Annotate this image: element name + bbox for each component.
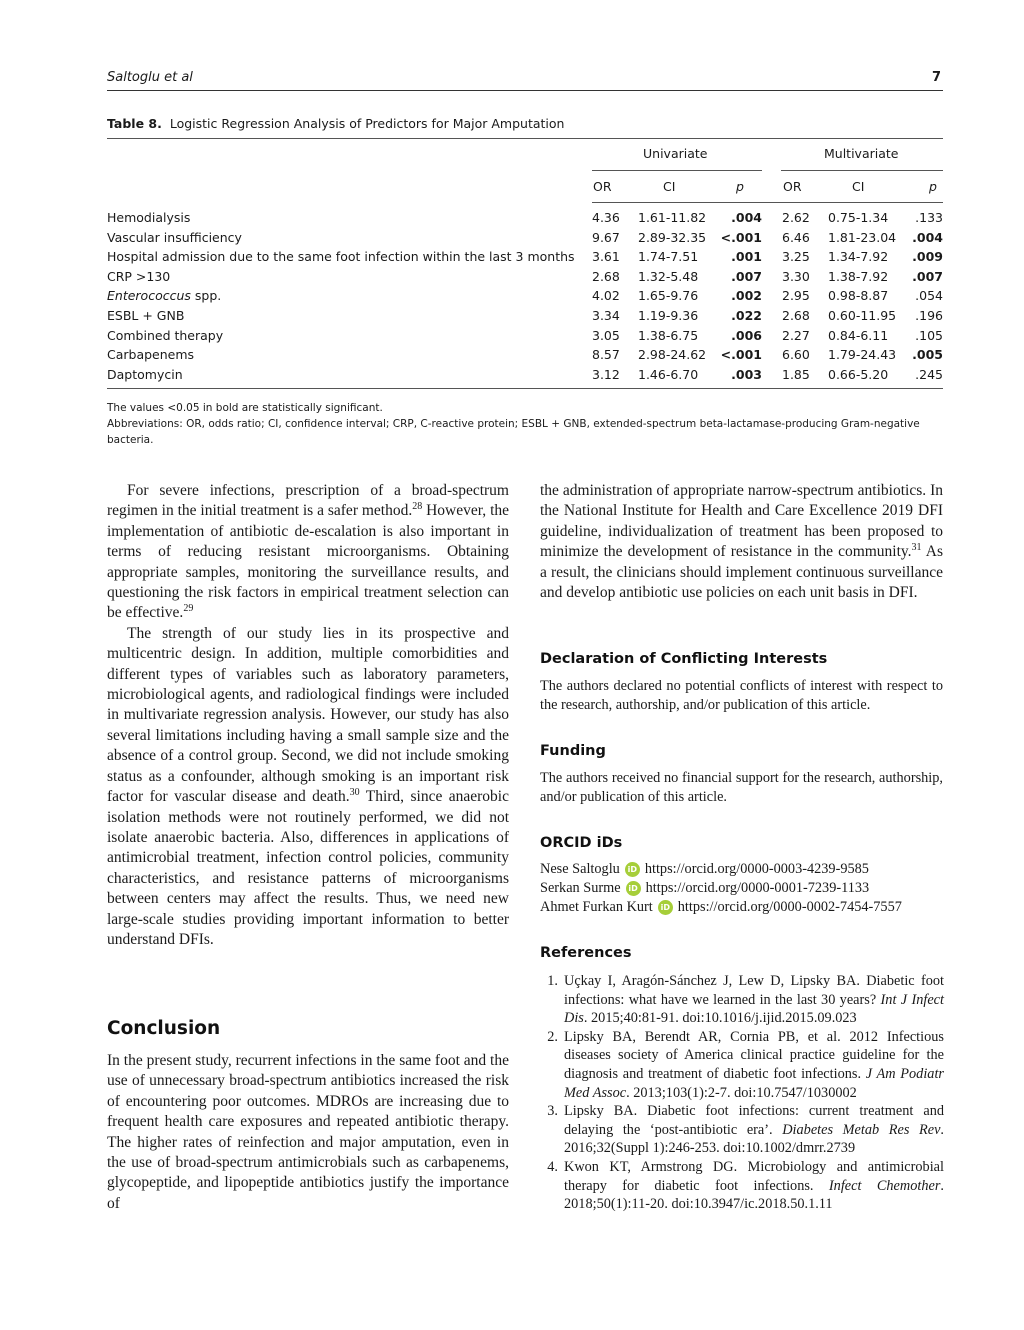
row-label: CRP >130 <box>107 268 171 284</box>
reference-item: 4. Kwon KT, Armstrong DG. Microbiology and antimicrobial therapy for diabetic foot infections. Infect Chemother. 2018;50(1):11-20. doi:10.3947/ic.2018.50.1.11 <box>540 1158 944 1214</box>
cell-significant: .002 <box>731 288 762 304</box>
row-label-rest: spp. <box>190 288 222 304</box>
row-label: Combined therapy <box>107 327 224 343</box>
citation: 30 <box>349 786 360 798</box>
col-u-ci <box>638 208 706 384</box>
cell-significant: .005 <box>912 347 943 363</box>
cell: 3.61 <box>592 249 620 265</box>
cell: 6.60 <box>782 347 810 363</box>
col-header-m-or: OR <box>783 179 802 194</box>
cell: .105 <box>915 327 943 343</box>
cell: .245 <box>915 366 943 382</box>
funding-heading: Funding <box>540 743 606 759</box>
row-labels <box>107 208 575 384</box>
cell: 0.98-8.87 <box>828 288 889 304</box>
journal-name: Diabetes Metab Res Rev <box>782 1121 941 1138</box>
cell: 3.34 <box>592 307 620 323</box>
cell: 1.61-11.82 <box>638 210 707 225</box>
cell: 3.12 <box>592 366 620 382</box>
cell: 1.38-6.75 <box>638 327 699 343</box>
orcid-link[interactable]: https://orcid.org/0000-0002-7454-7557 <box>677 899 902 915</box>
group-header-univariate: Univariate <box>643 146 708 161</box>
col-u-or <box>592 208 620 384</box>
cell: 1.46-6.70 <box>638 366 699 382</box>
col-header-u-ci: CI <box>663 179 676 194</box>
cell-significant: .007 <box>731 268 762 284</box>
col-m-or <box>782 208 810 384</box>
cell-significant: .004 <box>912 229 943 245</box>
author-name: Serkan Surme <box>540 880 621 896</box>
funding-body: The authors received no financial support for the research, authorship, and/or publication of this article. <box>540 770 943 805</box>
orcid-icon: iD <box>658 900 673 915</box>
col-m-ci <box>828 208 896 384</box>
orcid-icon: iD <box>626 881 641 896</box>
cell: 1.74-7.51 <box>638 249 699 265</box>
row-label-italic: Enterococcus <box>107 288 191 304</box>
row-label: ESBL + GNB <box>107 307 185 323</box>
cell: 0.66-5.20 <box>828 366 889 382</box>
journal-name: J Am Podiatr Med Assoc <box>564 1065 944 1101</box>
reference-number: 1. <box>547 973 558 989</box>
cell: 6.46 <box>782 229 810 245</box>
orcid-icon: iD <box>625 862 640 877</box>
cell: 1.38-7.92 <box>828 268 889 284</box>
row-label: Hemodialysis <box>107 210 191 225</box>
cell: 9.67 <box>592 229 620 245</box>
cell: 3.30 <box>782 268 810 284</box>
header-bottom-rule <box>592 202 943 203</box>
reference-number: 3. <box>547 1103 558 1120</box>
cell: 1.85 <box>782 366 810 382</box>
reference-item: 2. Lipsky BA, Berendt AR, Cornia PB, et al. 2012 Infectious diseases society of America clinical practice guideline for the diagnosis and treatment of diabetic foot infections. J Am Podiatr Med Assoc. 2013;103(1):2-7. doi:10.7547/1030002 <box>540 1028 944 1102</box>
citation: 31 <box>911 542 922 554</box>
running-head <box>107 68 943 91</box>
paragraph: The strength of our study lies in its prospective and multicentric design. In addition, multiple comorbidities and different types of variables such as laboratory parameters, microbiological agents, and radiological findings were included in multivariate regression analysis. However, our study has also several limitations including having a small sample size and the absence of a control group. Second, we did not include smoking status as a confounder, although smoking is an important risk factor for vascular disease and death.$^{30}$ Third, since anaerobic isolation methods were not routinely performed, we did not isolate anaerobic bacteria. Also, differences in applications of antimicrobial treatment, infection control policies, community characteristics, and resistance patterns of microorganisms between centers may affect the results. Thus, we need new large-scale studies providing important information to better understand DFIs. <box>107 624 509 948</box>
cell: .054 <box>915 288 943 304</box>
cell: .196 <box>915 307 943 323</box>
reference-number: 2. <box>547 1028 558 1045</box>
col-m-p <box>900 208 943 384</box>
paragraph: In the present study, recurrent infections in the same foot and the use of unnecessary broad-spectrum antibiotics increased the risk of encountering poor outcomes. MDROs are increasing due to frequent health care exposures and repeated antibiotic therapy. The higher rates of reinfection and major amputation, even in the use of broad-spectrum antimicrobials such as carbapenems, glycopeptide, and lipopeptide antibiotics justify the importance of <box>107 1052 509 1212</box>
reference-number: 4. <box>547 1158 558 1175</box>
citation: 28 <box>412 501 423 513</box>
col-header-u-p: p <box>736 179 744 194</box>
cell: 1.34-7.92 <box>828 249 889 265</box>
paragraph: For severe infections, prescription of a broad-spectrum regimen in the initial treatment is a safer method.$^{28}$ However, the implementation of antibiotic de-escalation is also important in terms of reducing resistant microorganisms. Obtaining appropriate samples, monitoring the surveillance results, and questioning the risk factors in empirical treatment selection can be effective.$^{29}$ <box>107 482 509 622</box>
cell: 0.84-6.11 <box>828 327 889 343</box>
orcid-entry <box>540 879 943 898</box>
cell: 4.36 <box>592 210 620 225</box>
cell: 2.27 <box>782 327 810 343</box>
cell-significant: .006 <box>731 327 762 343</box>
cell: 2.89-32.35 <box>638 229 707 245</box>
author-name: Ahmet Furkan Kurt <box>540 899 653 915</box>
cell: 2.68 <box>592 268 620 284</box>
cell: 4.02 <box>592 288 620 304</box>
left-column <box>107 481 509 950</box>
page-number: 7 <box>931 70 941 85</box>
row-label <box>107 286 575 306</box>
univariate-group-rule <box>592 170 762 171</box>
orcid-entry <box>540 898 943 917</box>
cell-significant: <.001 <box>720 229 762 245</box>
cell: 1.79-24.43 <box>828 347 897 363</box>
multivariate-group-rule <box>781 170 943 171</box>
cell: 2.68 <box>782 307 810 323</box>
orcid-heading: ORCID iDs <box>540 835 623 851</box>
table-footnote-significance: The values <0.05 in bold are statistically significant. <box>107 402 383 414</box>
row-label: Hospital admission due to the same foot infection within the last 3 months <box>107 249 575 265</box>
cell: 0.75-1.34 <box>828 210 889 225</box>
cell-significant: .009 <box>912 249 943 265</box>
row-label: Carbapenems <box>107 347 195 363</box>
col-header-m-p: p <box>929 179 937 194</box>
paragraph: the administration of appropriate narrow-spectrum antibiotics. In the National Institute for Health and Care Excellence 2019 DFI guideline, individualization of treatment has been proposed to minimize the development of resistance in the community.$^{31}$ As a result, the clinicians should implement continuous surveillance and develop antibiotic use policies on each unit basis in DFI. <box>540 482 943 602</box>
cell: 1.19-9.36 <box>638 307 699 323</box>
cell: .133 <box>915 210 943 225</box>
cell-significant: .022 <box>731 307 762 323</box>
conflicts-heading: Declaration of Conflicting Interests <box>540 651 828 667</box>
reference-item: 1. Uçkay I, Aragón-Sánchez J, Lew D, Lipsky BA. Diabetic foot infections: what have we learned in the last 30 years? Int J Infect Dis. 2015;40:81-91. doi:10.1016/j.ijid.2015.09.023 <box>540 972 944 1028</box>
table-bottom-rule <box>107 388 943 389</box>
col-u-p <box>712 208 762 384</box>
cell-significant: .004 <box>731 210 762 225</box>
cell-significant: .001 <box>731 249 762 265</box>
cell-significant: <.001 <box>720 347 762 363</box>
orcid-link[interactable]: https://orcid.org/0000-0001-7239-1133 <box>645 880 870 896</box>
cell: 0.60-11.95 <box>828 307 897 323</box>
cell: 1.81-23.04 <box>828 229 897 245</box>
table-caption <box>107 116 564 131</box>
col-header-m-ci: CI <box>852 179 865 194</box>
references-heading: References <box>540 945 632 961</box>
row-label: Vascular insufficiency <box>107 229 242 245</box>
citation: 29 <box>183 603 194 615</box>
table-title: Logistic Regression Analysis of Predictors for Major Amputation <box>169 116 565 131</box>
cell: 3.05 <box>592 327 620 343</box>
group-header-multivariate: Multivariate <box>824 146 899 161</box>
reference-item: 3. Lipsky BA. Diabetic foot infections: current treatment and delaying the ‘post-antibiotic era’. Diabetes Metab Res Rev. 2016;32(Suppl 1):246-253. doi:10.1002/dmrr.2739 <box>540 1102 944 1158</box>
table-footnote-abbreviations: Abbreviations: OR, odds ratio; CI, confidence interval; CRP, C-reactive protein; ESBL + GNB, extended-spectrum beta-lactamase-producing Gram-negative bacteria. <box>107 418 920 446</box>
conclusion-body <box>107 1051 509 1214</box>
cell: 1.65-9.76 <box>638 288 699 304</box>
orcid-list <box>540 860 943 917</box>
running-author: Saltoglu et al <box>107 70 193 85</box>
cell-significant: .003 <box>731 366 762 382</box>
author-name: Nese Saltoglu <box>540 861 620 877</box>
conclusion-heading: Conclusion <box>107 1018 221 1039</box>
conflicts-body: The authors declared no potential conflicts of interest with respect to the research, authorship, and/or publication of this article. <box>540 678 943 713</box>
cell: 3.25 <box>782 249 810 265</box>
journal-name: Int J Infect Dis <box>564 991 945 1027</box>
right-column-paragraph <box>540 481 943 603</box>
table-top-rule <box>107 138 943 139</box>
cell: 2.98-24.62 <box>638 347 707 363</box>
cell: 8.57 <box>592 347 620 363</box>
cell: 1.32-5.48 <box>638 268 699 284</box>
cell: 2.95 <box>782 288 810 304</box>
cell: 2.62 <box>782 210 810 225</box>
orcid-link[interactable]: https://orcid.org/0000-0003-4239-9585 <box>644 861 869 877</box>
journal-name: Infect Chemother <box>828 1177 941 1194</box>
table-label: Table 8. <box>107 116 162 131</box>
cell-significant: .007 <box>912 268 943 284</box>
col-header-u-or: OR <box>593 179 612 194</box>
row-label: Daptomycin <box>107 366 183 382</box>
reference-list <box>540 972 944 1214</box>
orcid-entry <box>540 860 943 879</box>
